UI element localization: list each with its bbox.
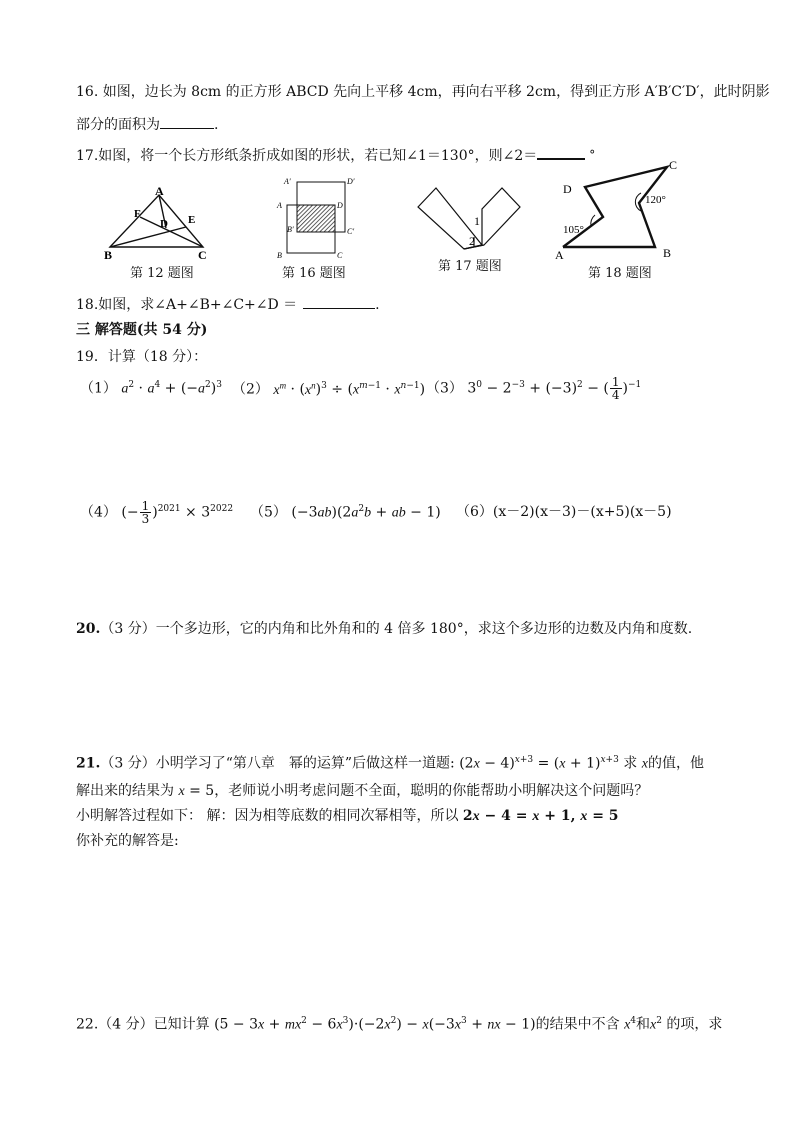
q21-line1-end: 的值，他 <box>647 755 704 772</box>
fig18-caption: 第 18 题图 <box>588 266 652 281</box>
q16-line1: 16. 如图，边长为 8cm 的正方形 ABCD 先向上平移 4cm，再向右平移 2cm，得到正方形 A′B′C′D′，此时阴影 <box>76 84 770 100</box>
fig18-label-d: D <box>563 182 572 196</box>
fig16-label-d: D <box>337 201 343 210</box>
q18-line <box>76 297 380 314</box>
q19-p1-label: （1） <box>80 380 117 397</box>
fig18-label-b: B <box>663 246 672 260</box>
fig18-label-c: C <box>669 158 678 172</box>
q17-degree: ° <box>589 148 596 162</box>
fig16-label-b: B <box>277 251 282 260</box>
q22-post: 的项，求 <box>666 1016 723 1033</box>
fig12-label-e: E <box>188 214 196 226</box>
q21-line1-post: 求 <box>623 755 638 772</box>
q21-line2: 解出来的结果为 x = 5，老师说小明考虑问题不全面，聪明的你能帮助小明解决这个问题吗？ <box>76 783 649 799</box>
fig18-label-105: 105° <box>563 224 584 236</box>
q17-text: 17.如图，将一个长方形纸条折成如图的形状，若已知∠1＝130°，则∠2＝ <box>76 148 538 164</box>
q21-line1: 21.（3 分）小明学习了“第八章 幂的运算”后做这样一道题: $(2x - 4)^{x+3} = (x + 1)^{x+3}$ 求 x的值，他 <box>76 755 704 772</box>
fig16-label-b-prime: B′ <box>287 225 294 234</box>
fig17-caption: 第 17 题图 <box>438 259 502 274</box>
fig17-label-2: 2 <box>469 234 475 248</box>
fig16-caption: 第 16 题图 <box>282 266 346 281</box>
q20-text: （3 分）一个多边形，它的内角和比外角和的 4 倍多 180°，求这个多边形的边数及内角和度数. <box>100 621 693 637</box>
fig12-label-b: B <box>104 248 113 262</box>
q18-text: 18.如图，求∠A+∠B+∠C+∠D ＝ <box>76 297 298 313</box>
q20-line <box>76 621 692 638</box>
q16-line2 <box>76 117 218 134</box>
figure-18 <box>555 155 685 265</box>
q21-line3-text: 小明解答过程如下： 解：因为相等底数的相同次幂相等，所以 <box>76 808 459 824</box>
fig16-label-a: A <box>277 201 282 210</box>
q19-p4-label: （4） <box>80 504 117 521</box>
fig16-label-d-prime: D′ <box>347 177 355 186</box>
q18-end: . <box>375 297 380 313</box>
q22-pre: 22.（4 分）已知计算 <box>76 1016 210 1033</box>
q16-line2-text: 部分的面积为 <box>76 117 160 133</box>
fig18-label-a: A <box>555 248 564 262</box>
figure-12 <box>100 185 220 265</box>
fig12-label-d: D <box>160 218 168 230</box>
q22-and: 和 <box>636 1016 651 1033</box>
figure-16 <box>273 172 363 264</box>
q19-p3: （3） $3^0 - 2^{-3} + (-3)^2$ − ( $\frac{1}{4}$ )$^{-1}$ <box>426 375 642 402</box>
fig16-label-c: C <box>337 251 343 260</box>
q20-num: 20. <box>76 621 101 637</box>
q21-line3: 小明解答过程如下： 解：因为相等底数的相同次幂相等，所以 2x − 4 = x + 1, x = 5 <box>76 808 619 824</box>
q19-p5-label: （5） <box>250 504 287 521</box>
fig12-label-a: A <box>155 185 164 198</box>
q21-line4: 你补充的解答是: <box>76 833 179 849</box>
fig12-label-c: C <box>198 248 207 262</box>
q16-answer-blank <box>160 127 214 129</box>
q21-line2-post: ，老师说小明考虑问题不全面，聪明的你能帮助小明解决这个问题吗？ <box>214 783 649 799</box>
q22-mid: 的结果中不含 <box>535 1016 620 1033</box>
q19-p2: （2） $x^m \cdot (x^n)^3 \div (x^{m-1} \cdot x^{n-1})$ <box>232 380 426 398</box>
fig16-label-a-prime: A′ <box>284 177 291 186</box>
fig16-label-c-prime: C′ <box>347 227 355 236</box>
q19-p4: （4） (− $\frac{1}{3}$ )$^{2021} \times 3^{2022}$ <box>80 499 234 526</box>
q21-num: 21. <box>76 755 101 772</box>
q19-p5: （5） $(-3ab)(2a^2b$ + ab − 1) <box>250 504 441 521</box>
fig17-label-1: 1 <box>474 214 480 228</box>
fig18-label-120: 120° <box>645 194 666 206</box>
q19-p3-label: （3） <box>426 380 463 397</box>
q19-p2-label: （2） <box>232 381 269 398</box>
fig12-label-f: F <box>134 208 141 220</box>
q16-line2-end: . <box>214 117 219 133</box>
q17-line <box>76 148 595 165</box>
q18-answer-blank <box>303 307 375 309</box>
section3-title: 三 解答题(共 54 分) <box>76 322 208 338</box>
q19-p6: （6）(x－2)(x－3)－(x+5)(x－5) <box>456 504 672 520</box>
q19-title: 19．计算（18 分）： <box>76 349 208 365</box>
q19-p1: （1） $a^2 \cdot a^4 + (-a^2)^3$ <box>80 380 222 397</box>
fig12-caption: 第 12 题图 <box>130 266 194 281</box>
figure-17 <box>416 185 522 255</box>
q22-line: 22.（4 分）已知计算 $(5 - 3x + mx^2 - 6x^3)\cdot(-2x^2) - x(-3x^3$ + nx − 1)的结果中不含 $x^4$和$x^2$ 的项，求 <box>76 1016 723 1033</box>
q21-line1-pre: （3 分）小明学习了“第八章 幂的运算”后做这样一道题: <box>100 755 455 772</box>
q21-line2-pre: 解出来的结果为 <box>76 783 174 799</box>
